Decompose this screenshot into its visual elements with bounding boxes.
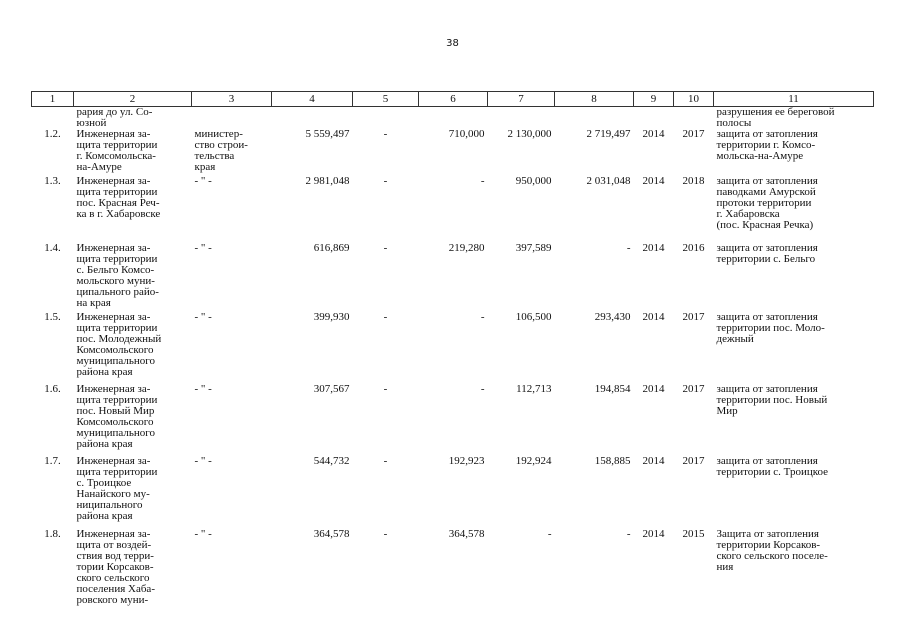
column-7-value: 397,589	[515, 242, 552, 254]
table-row	[32, 529, 874, 609]
expected-result: Защита от затопления территории Корсаков- ского сельского поселе- ния	[716, 528, 828, 573]
responsible-executor: - " -	[194, 455, 212, 467]
column-5-value: -	[383, 383, 388, 395]
measure-description: Инженерная за- щита территории пос. Красная Реч- ка в г. Хабаровске	[76, 175, 161, 220]
column-number-header	[32, 92, 874, 107]
column-5-value: -	[383, 311, 388, 323]
responsible-executor: - " -	[194, 528, 212, 540]
item-number: 1.6.	[44, 383, 61, 395]
measure-description: Инженерная за- щита от воздей- ствия вод терри- тории Корсаков- ского сельского поселения Хаба- ровского муни-	[76, 528, 155, 606]
column-7-value: 2 130,000	[507, 128, 552, 140]
start-year: 2014	[642, 455, 665, 467]
column-header: 10	[674, 92, 714, 107]
start-year: 2014	[642, 128, 665, 140]
table-row	[32, 243, 874, 312]
column-5-value: -	[383, 175, 388, 187]
end-year: 2017	[682, 383, 705, 395]
column-8-value: 2 031,048	[586, 175, 631, 187]
column-7-value: 950,000	[515, 175, 552, 187]
item-number: 1.7.	[44, 455, 61, 467]
column-8-value: 293,430	[594, 311, 631, 323]
column-6-value: 219,280	[448, 242, 485, 254]
item-number: 1.4.	[44, 242, 61, 254]
measure-description: Инженерная за- щита территории пос. Новый Мир Комсомольского муниципального района края	[76, 383, 158, 450]
expected-result: защита от затопления паводками Амурской протоки территории г. Хабаровска (пос. Красная Речка)	[716, 175, 818, 231]
measure-description: Инженерная за- щита территории г. Комсомольска- на-Амуре	[76, 128, 158, 173]
program-table	[31, 91, 874, 609]
start-year: 2014	[642, 242, 665, 254]
item-number: 1.8.	[44, 528, 61, 540]
expected-result: защита от затопления территории пос. Моло- дежный	[716, 311, 825, 345]
end-year: 2017	[682, 311, 705, 323]
measure-description: Инженерная за- щита территории пос. Молодежный Комсомольского муниципального района края	[76, 311, 162, 378]
column-header: 11	[714, 92, 874, 107]
continuation-result: разрушения ее береговой полосы	[716, 106, 835, 129]
responsible-executor: - " -	[194, 383, 212, 395]
column-header: 2	[74, 92, 192, 107]
column-header: 1	[32, 92, 74, 107]
item-number: 1.2.	[44, 128, 61, 140]
continuation-description: рария до ул. Со- юзной	[76, 106, 153, 129]
item-number: 1.5.	[44, 311, 61, 323]
start-year: 2014	[642, 175, 665, 187]
continuation-row	[32, 107, 874, 130]
total-amount: 307,567	[313, 383, 350, 395]
column-header: 9	[634, 92, 674, 107]
column-5-value: -	[383, 528, 388, 540]
column-5-value: -	[383, 455, 388, 467]
total-amount: 364,578	[313, 528, 350, 540]
column-6-value: -	[480, 175, 485, 187]
column-header: 7	[488, 92, 555, 107]
total-amount: 544,732	[313, 455, 350, 467]
column-6-value: 710,000	[448, 128, 485, 140]
column-6-value: 364,578	[448, 528, 485, 540]
measure-description: Инженерная за- щита территории с. Бельго Комсо- мольского муни- ципального райо- на края	[76, 242, 159, 309]
column-6-value: -	[480, 383, 485, 395]
column-header: 3	[192, 92, 272, 107]
expected-result: защита от затопления территории с. Троицкое	[716, 455, 829, 478]
end-year: 2016	[682, 242, 705, 254]
expected-result: защита от затопления территории пос. Новый Мир	[716, 383, 828, 417]
expected-result: защита от затопления территории г. Комсо- мольска-на-Амуре	[716, 128, 818, 162]
column-7-value: 192,924	[515, 455, 552, 467]
total-amount: 2 981,048	[305, 175, 350, 187]
total-amount: 5 559,497	[305, 128, 350, 140]
table-row	[32, 384, 874, 456]
column-header: 4	[272, 92, 353, 107]
table-row	[32, 129, 874, 176]
table-row	[32, 176, 874, 243]
column-header: 6	[419, 92, 488, 107]
start-year: 2014	[642, 528, 665, 540]
table-row	[32, 456, 874, 529]
column-6-value: 192,923	[448, 455, 485, 467]
column-8-value: 158,885	[594, 455, 631, 467]
column-5-value: -	[383, 242, 388, 254]
end-year: 2017	[682, 128, 705, 140]
column-8-value: 194,854	[594, 383, 631, 395]
end-year: 2017	[682, 455, 705, 467]
page-number: 38	[446, 38, 459, 49]
end-year: 2018	[682, 175, 705, 187]
end-year: 2015	[682, 528, 705, 540]
responsible-executor: - " -	[194, 311, 212, 323]
column-8-value: 2 719,497	[586, 128, 631, 140]
total-amount: 616,869	[313, 242, 350, 254]
table-row	[32, 312, 874, 384]
column-7-value: 112,713	[516, 383, 552, 395]
total-amount: 399,930	[313, 311, 350, 323]
column-7-value: -	[547, 528, 552, 540]
expected-result: защита от затопления территории с. Бельго	[716, 242, 818, 265]
item-number: 1.3.	[44, 175, 61, 187]
column-header: 8	[555, 92, 634, 107]
responsible-executor: - " -	[194, 175, 212, 187]
responsible-executor: министер- ство строи- тельства края	[194, 128, 248, 173]
measure-description: Инженерная за- щита территории с. Троицкое Нанайского му- ниципального района края	[76, 455, 158, 522]
column-6-value: -	[480, 311, 485, 323]
column-header: 5	[353, 92, 419, 107]
column-7-value: 106,500	[515, 311, 552, 323]
column-5-value: -	[383, 128, 388, 140]
start-year: 2014	[642, 311, 665, 323]
start-year: 2014	[642, 383, 665, 395]
column-8-value: -	[626, 528, 631, 540]
responsible-executor: - " -	[194, 242, 212, 254]
column-8-value: -	[626, 242, 631, 254]
